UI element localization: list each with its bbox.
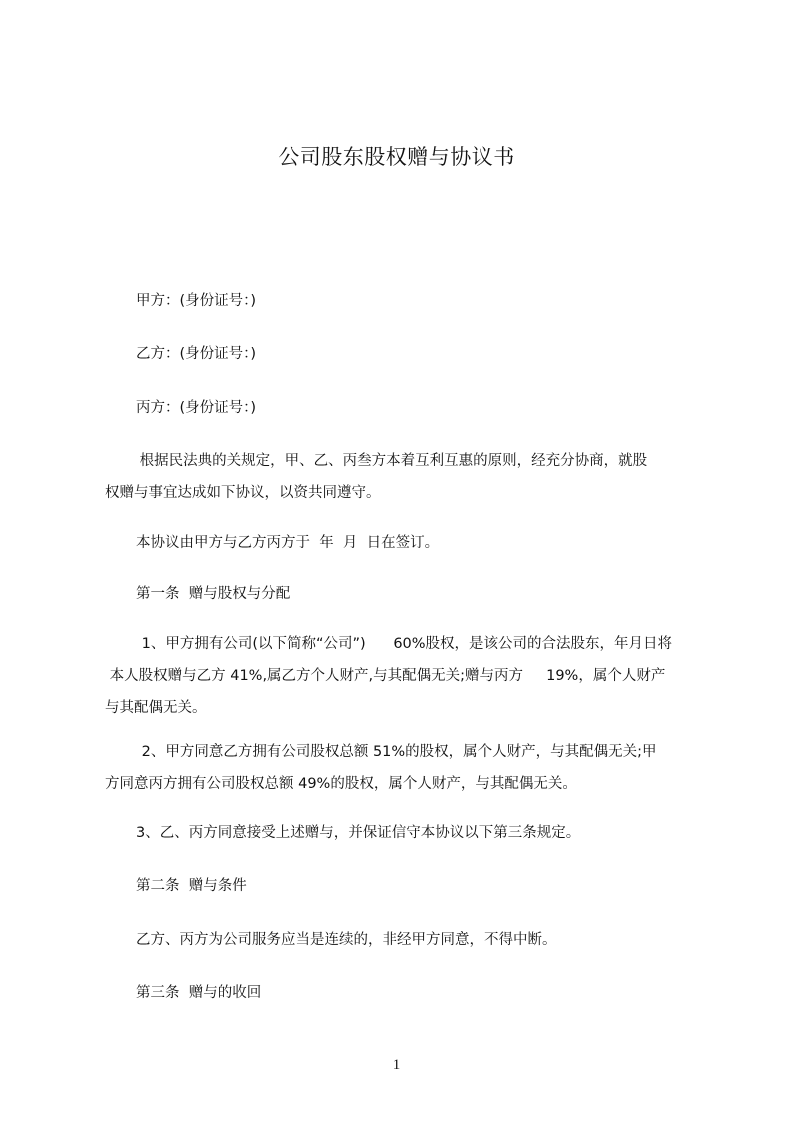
party-b-line: 乙方：(身份证号：)	[136, 346, 257, 362]
clause-2-paragraph	[105, 736, 705, 800]
intro-paragraph	[105, 445, 705, 509]
clause-2-line-2: 方同意丙方拥有公司股权总额 49%的股权，属个人财产，与其配偶无关。	[105, 776, 577, 792]
clause-1-line-2: 本人股权赠与乙方 41%,属乙方个人财产,与其配偶无关;赠与丙方 19%，属个人财产	[105, 668, 666, 684]
clause-1-line-1: 1、甲方拥有公司(以下简称“公司”) 60%股权，是该公司的合法股东，年月日将	[137, 636, 673, 652]
clause-1-line-3: 与其配偶无关。	[105, 700, 207, 716]
party-a-line: 甲方：(身份证号：)	[136, 293, 257, 309]
document-title: 公司股东股权赠与协议书	[278, 145, 515, 169]
article-2-text: 乙方、丙方为公司服务应当是连续的，非经甲方同意，不得中断。	[136, 932, 557, 948]
clause-3-line: 3、乙、丙方同意接受上述赠与，并保证信守本协议以下第三条规定。	[136, 825, 581, 841]
clause-1-paragraph	[105, 628, 705, 724]
clause-2-line-1: 2、甲方同意乙方拥有公司股权总额 51%的股权，属个人财产，与其配偶无关;甲	[137, 744, 657, 760]
party-c-line: 丙方：(身份证号：)	[136, 400, 257, 416]
article-2-heading: 第二条 赠与条件	[136, 878, 247, 894]
intro-line-1: 根据民法典的关规定，甲、乙、丙叁方本着互利互惠的原则，经充分协商，就股	[135, 453, 648, 469]
signing-line: 本协议由甲方与乙方丙方于 年 月 日在签订。	[136, 535, 440, 551]
intro-line-2: 权赠与事宜达成如下协议，以资共同遵守。	[105, 485, 381, 501]
article-1-heading: 第一条 赠与股权与分配	[136, 586, 291, 602]
page-number: 1	[392, 1057, 401, 1073]
article-3-heading: 第三条 赠与的收回	[136, 985, 262, 1001]
